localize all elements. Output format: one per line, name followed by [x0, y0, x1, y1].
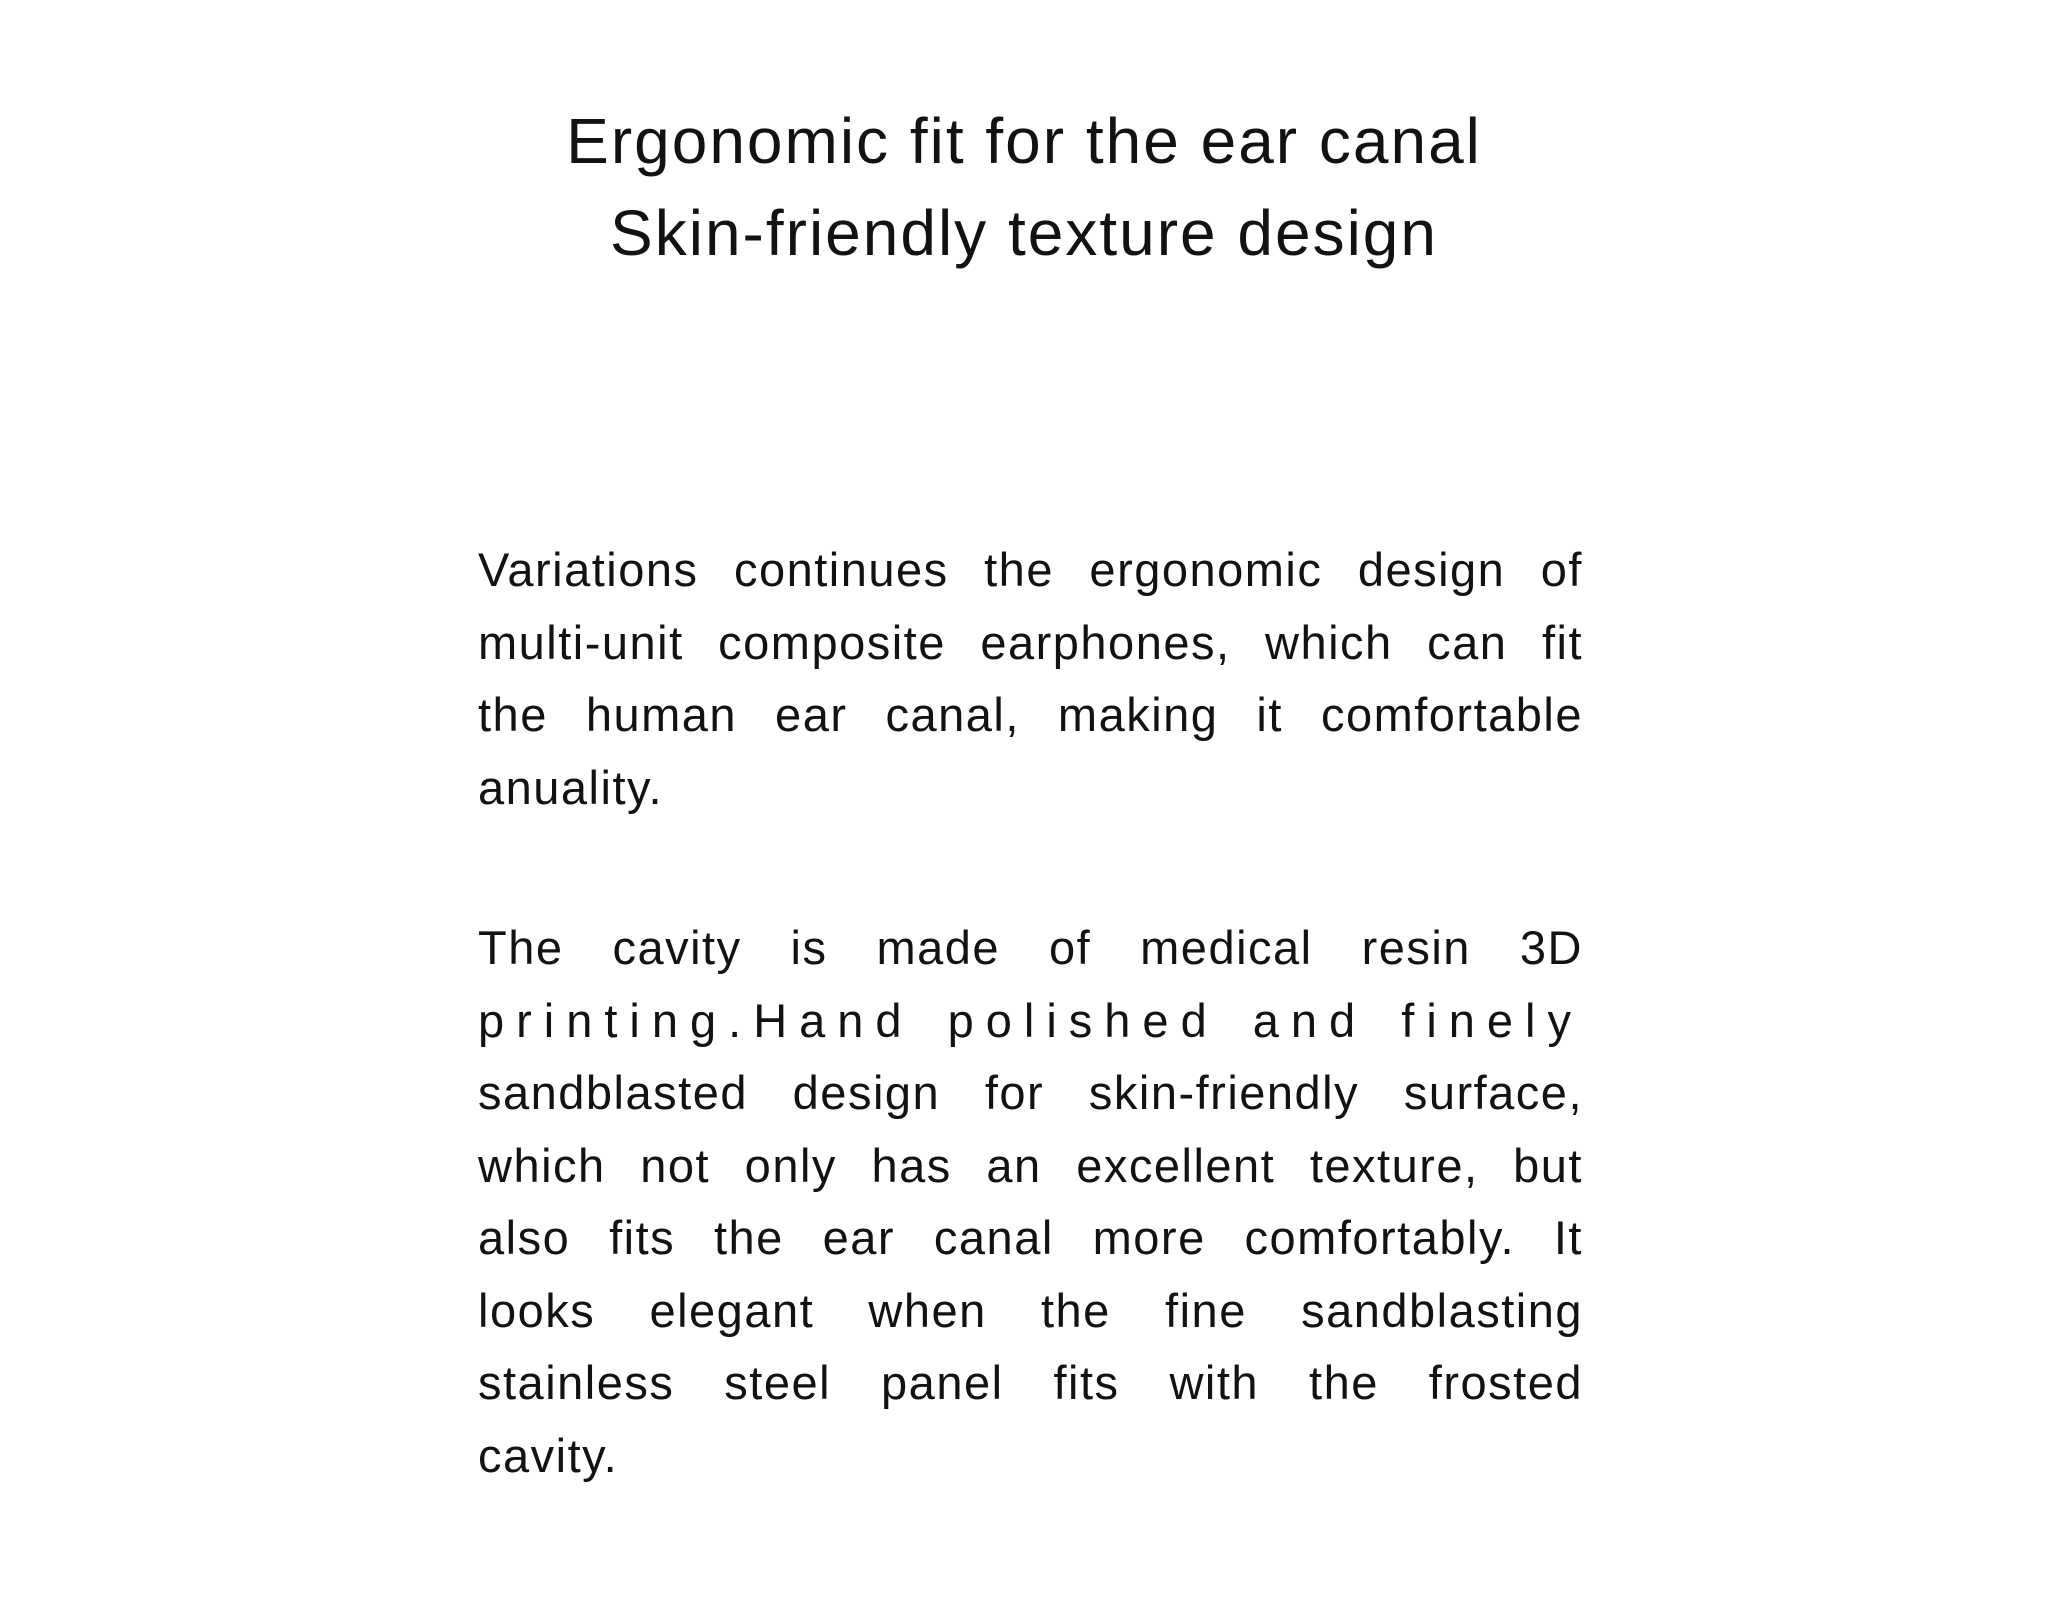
heading-line-2: Skin-friendly texture design: [610, 197, 1438, 269]
paragraph-ergonomic-design: [478, 534, 1583, 824]
paragraph-line: The cavity is made of medical resin 3D: [478, 921, 1583, 974]
heading-line-1: Ergonomic fit for the ear canal: [566, 105, 1482, 177]
paragraph-line: which not only has an excellent texture, but: [478, 1138, 1583, 1192]
paragraph-line: also fits the ear canal more comfortably. It: [478, 1211, 1583, 1264]
paragraph-line: cavity.: [478, 1428, 619, 1482]
page-heading: [0, 95, 2048, 279]
paragraph-line: sandblasted design for skin-friendly surface,: [478, 1066, 1583, 1119]
paragraph-cavity-material: [478, 912, 1583, 1492]
paragraph-line: stainless steel panel fits with the frosted: [478, 1356, 1583, 1409]
paragraph-line: looks elegant when the fine sandblasting: [478, 1283, 1583, 1337]
paragraph-line: the human ear canal, making it comfortable: [478, 688, 1583, 741]
paragraph-line: anuality.: [478, 760, 664, 814]
paragraph-line: printing.Hand polished and finely: [478, 993, 1583, 1047]
paragraph-line: multi-unit composite earphones, which can fit: [478, 615, 1583, 669]
paragraph-line: Variations continues the ergonomic design of: [478, 543, 1583, 596]
